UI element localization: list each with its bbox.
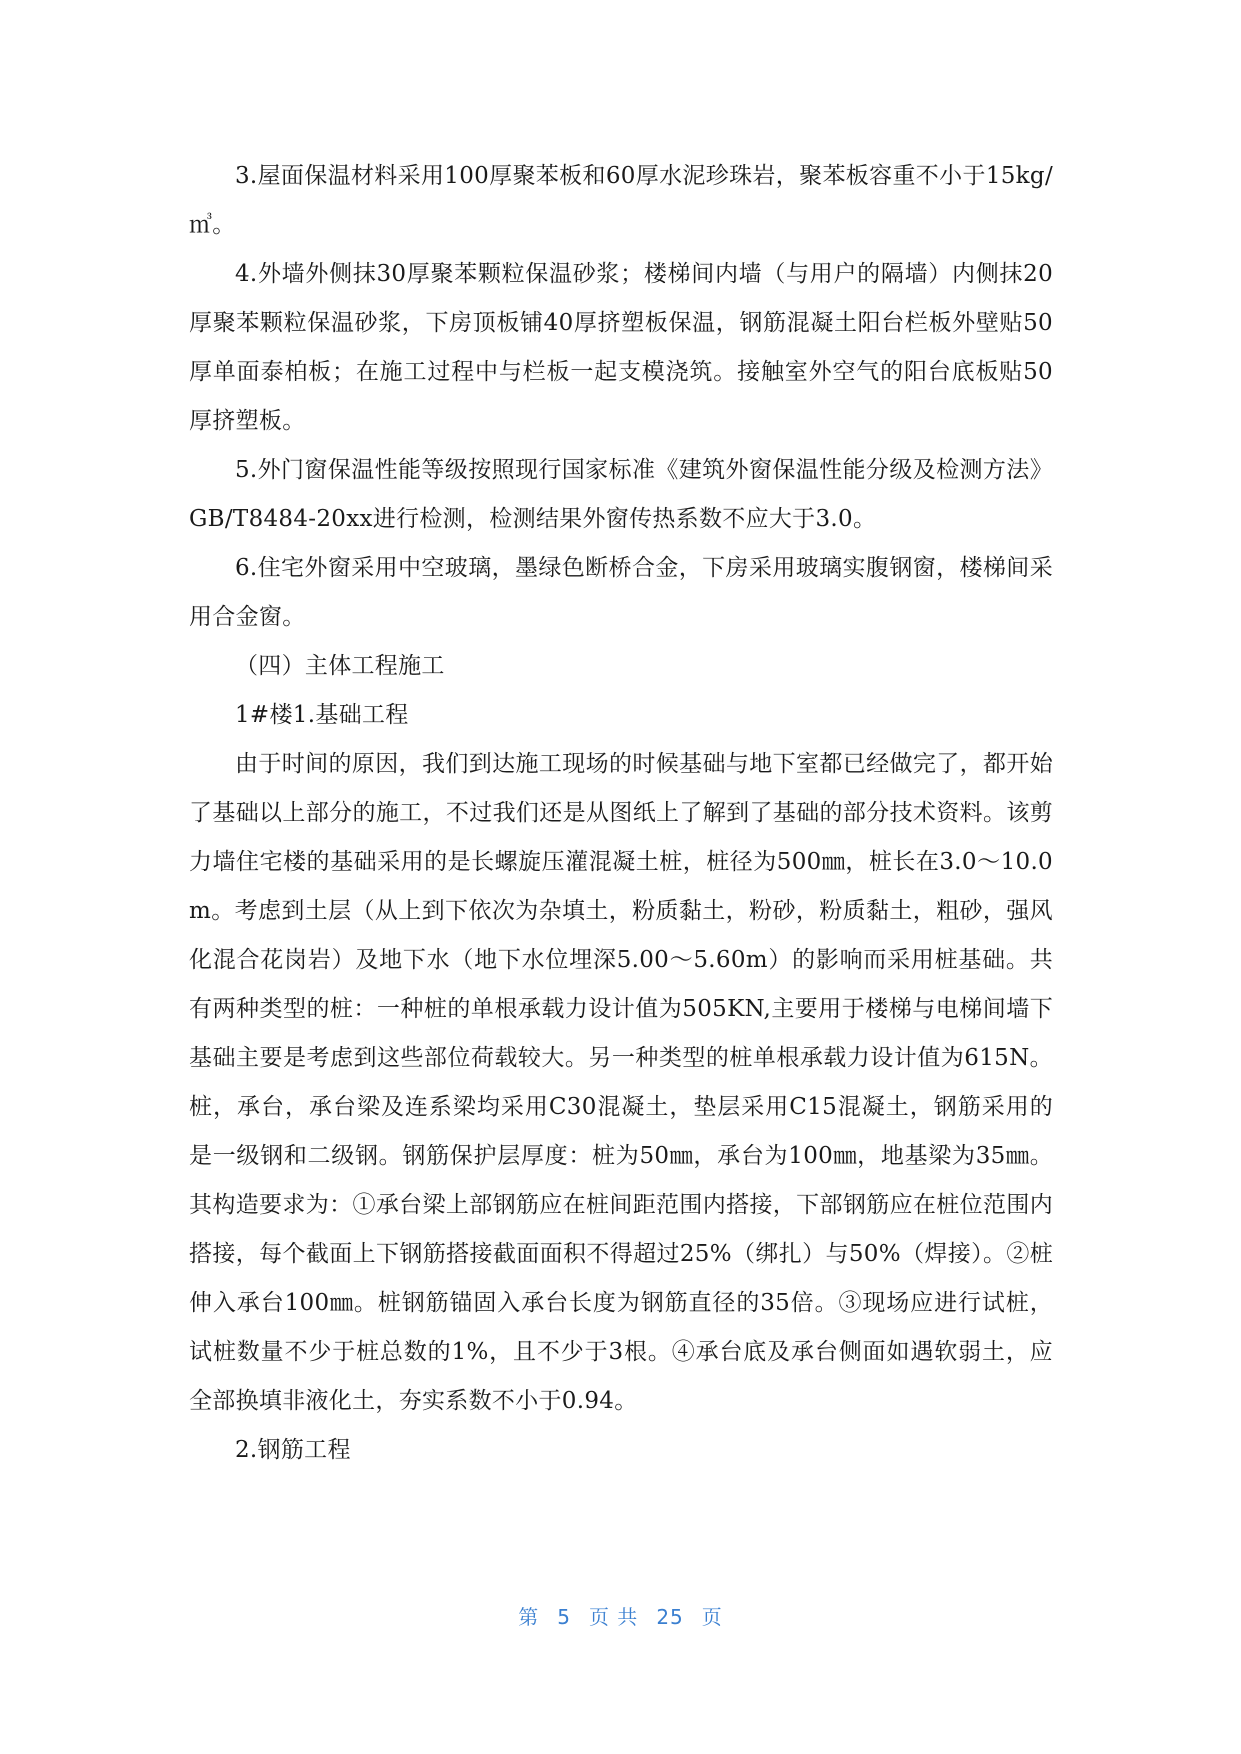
footer-current-page: 5 [557, 1605, 571, 1629]
paragraph-roof-insulation: 3.屋面保温材料采用100厚聚苯板和60厚水泥珍珠岩，聚苯板容重不小于15kg/㎥。 [189, 163, 1053, 238]
footer-label-pages: 页 [701, 1605, 723, 1629]
paragraph-foundation-detail: 由于时间的原因，我们到达施工现场的时候基础与地下室都已经做完了，都开始了基础以上部分的施工，不过我们还是从图纸上了解到了基础的部分技术资料。该剪力墙住宅楼的基础采用的是长螺旋压灌混凝土桩，桩径为500㎜，桩长在3.0～10.0m。考虑到土层（从上到下依次为杂填土，粉质黏土，粉砂，粉质黏土，粗砂，强风化混合花岗岩）及地下水（地下水位埋深5.00～5.60m）的影响而采用桩基础。共有两种类型的桩：一种桩的单根承载力设计值为505KN,主要用于楼梯与电梯间墙下基础主要是考虑到这些部位荷载较大。另一种类型的桩单根承载力设计值为615N。桩，承台，承台梁及连系梁均采用C30混凝土，垫层采用C15混凝土，钢筋采用的是一级钢和二级钢。钢筋保护层厚度：桩为50㎜，承台为100㎜，地基梁为35㎜。其构造要求为：①承台梁上部钢筋应在桩间距范围内搭接，下部钢筋应在桩位范围内搭接，每个截面上下钢筋搭接截面面积不得超过25%（绑扎）与50%（焊接）。②桩伸入承台100㎜。桩钢筋锚固入承台长度为钢筋直径的35倍。③现场应进行试桩，试桩数量不少于桩总数的1%，且不少于3根。④承台底及承台侧面如遇软弱土，应全部换填非液化土，夯实系数不小于0.94。 [189, 751, 1053, 1414]
paragraph-window-test: 5.外门窗保温性能等级按照现行国家标准《建筑外窗保温性能分级及检测方法》GB/T8484-20xx进行检测，检测结果外窗传热系数不应大于3.0。 [189, 457, 1053, 532]
footer-label-page: 第 [518, 1605, 540, 1629]
footer-label-of: 页 共 [588, 1605, 639, 1629]
footer-total-pages: 25 [656, 1605, 684, 1629]
subheading-foundation: 1#楼1.基础工程 [235, 702, 409, 728]
page-footer [0, 1601, 1241, 1630]
paragraph-wall-insulation: 4.外墙外侧抹30厚聚苯颗粒保温砂浆；楼梯间内墙（与用户的隔墙）内侧抹20厚聚苯颗粒保温砂浆，下房顶板铺40厚挤塑板保温，钢筋混凝土阳台栏板外壁贴50厚单面泰柏板；在施工过程中与栏板一起支模浇筑。接触室外空气的阳台底板贴50厚挤塑板。 [189, 261, 1053, 434]
paragraph-window-material: 6.住宅外窗采用中空玻璃，墨绿色断桥合金，下房采用玻璃实腹钢窗，楼梯间采用合金窗。 [189, 555, 1053, 630]
subheading-rebar: 2.钢筋工程 [235, 1437, 351, 1463]
document-body [189, 152, 1053, 1475]
section-heading-main-structure: （四）主体工程施工 [235, 653, 445, 679]
